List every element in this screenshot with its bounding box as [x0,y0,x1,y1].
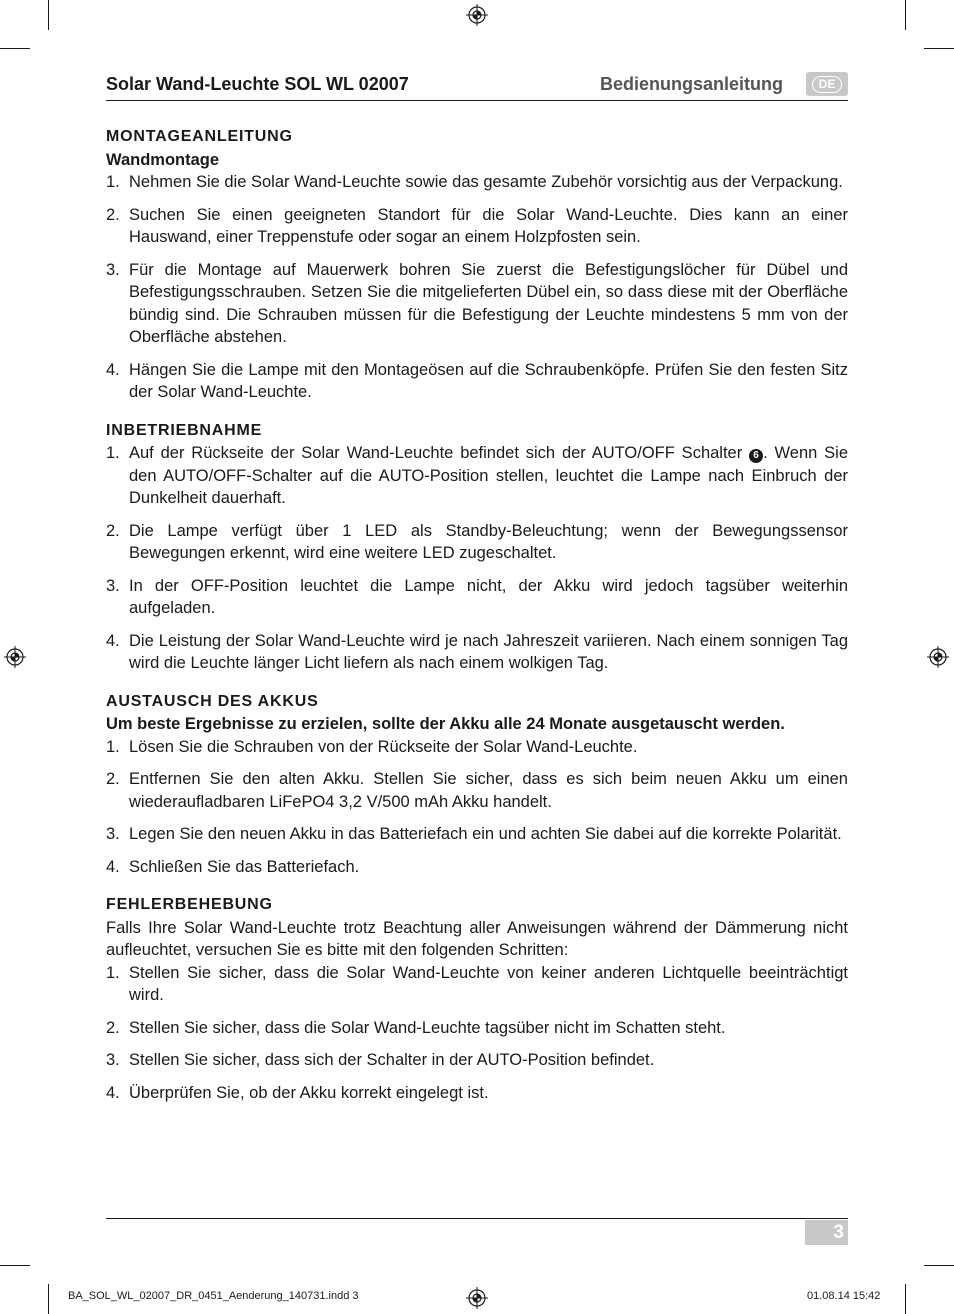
item-number: 2. [106,1018,120,1037]
item-text: Stellen Sie sicher, dass die Solar Wand-Leuchte tagsüber nicht im Schatten steht. [129,1018,726,1037]
item-text: Lösen Sie die Schrauben von der Rückseite der Solar Wand-Leuchte. [129,737,638,756]
section-title: FEHLERBEHEBUNG [106,896,273,913]
item-number: 4. [106,631,120,650]
item-number: 2. [106,521,120,540]
list-item [106,856,848,879]
slug-filename: BA_SOL_WL_02007_DR_0451_Aenderung_140731.indd 3 [68,1290,359,1302]
item-text: Überprüfen Sie, ob der Akku korrekt eingelegt ist. [129,1083,489,1102]
item-number: 3. [106,1051,120,1069]
registration-mark-icon [927,646,949,668]
crop-mark [905,0,906,30]
item-text: In der OFF-Position leuchtet die Lampe nicht, der Akku wird jedoch tagsüber weiterhin aufgeladen. [129,576,848,617]
item-number: 4. [106,360,120,379]
item-text: Auf der Rückseite der Solar Wand-Leuchte befindet sich der AUTO/OFF Schalter [129,444,750,462]
akku-list [106,736,848,879]
crop-mark [0,1265,30,1266]
item-number: 2. [106,205,120,224]
list-item [106,520,848,565]
item-number: 3. [106,260,120,279]
section-subtitle: Wandmontage [106,150,220,169]
list-item [106,171,848,194]
part-number-marker: 6 [749,449,763,463]
crop-mark [48,0,49,30]
item-number: 1. [106,444,120,462]
item-text: Legen Sie den neuen Akku in das Batteriefach ein und achten Sie dabei auf die korrekte Polarität. [129,825,842,843]
list-item [106,442,848,510]
item-number: 1. [106,737,120,756]
crop-mark [0,48,30,49]
page-number: 3 [805,1220,848,1245]
item-text: . Wenn Sie den AUTO/OFF-Schalter auf die AUTO-Position stellen, leuchtet die Lampe nach Einbruch der Dunkelheit dauerhaft. [129,444,848,507]
item-number: 3. [106,576,120,595]
list-item [106,736,848,759]
item-text: Entfernen Sie den alten Akku. Stellen Sie sicher, dass es sich beim neuen Akku um einen wiederaufladbaren LiFePO4 3,2 V/500 mAh Akku handelt. [129,770,848,811]
section-fehlerbehebung [106,894,848,1104]
item-text: Suchen Sie einen geeigneten Standort für die Solar Wand-Leuchte. Dies kann an einer Hauswand, einer Treppenstufe oder sogar an einem Holzpfosten sein. [129,205,848,246]
item-number: 3. [106,825,120,843]
language-label: DE [812,76,843,93]
document-type: Bedienungsanleitung [599,74,783,94]
section-montage [106,126,848,404]
crop-mark [924,1265,954,1266]
item-text: Stellen Sie sicher, dass die Solar Wand-Leuchte von keiner anderen Lichtquelle beeinträchtigt wird. [129,963,848,1004]
document-title: Solar Wand-Leuchte SOL WL 02007 [106,74,409,94]
item-text: Schließen Sie das Batteriefach. [129,857,360,876]
section-intro: Falls Ihre Solar Wand-Leuchte trotz Beachtung aller Anweisungen während der Dämmerung nicht aufleuchtet, versuchen Sie es bitte mit den folgenden Schritten: [106,918,848,959]
language-badge [806,72,848,96]
footer-rule [106,1218,848,1219]
crop-mark [905,1284,906,1314]
list-item [106,1049,848,1072]
slug-timestamp: 01.08.14 15:42 [807,1290,881,1302]
list-item [106,1017,848,1040]
list-item [106,630,848,675]
item-number: 2. [106,770,120,788]
page-content [106,126,848,1120]
item-number: 4. [106,1083,120,1102]
item-text: Nehmen Sie die Solar Wand-Leuchte sowie das gesamte Zubehör vorsichtig aus der Verpackung. [129,173,843,191]
item-number: 1. [106,173,120,191]
list-item [106,1082,848,1105]
list-item [106,575,848,620]
section-inbetriebnahme [106,420,848,675]
item-text: Für die Montage auf Mauerwerk bohren Sie zuerst die Befestigungslöcher für Dübel und Befestigungsschrauben. Setzen Sie die mitgelieferten Dübel ein, so dass diese mit der Oberfläche bündig sind. Die Schrauben müssen für die Befestigung der Leuchte mindestens 5 mm von der Oberfläche abstehen. [129,260,848,346]
list-item [106,359,848,404]
list-item [106,259,848,349]
section-subtitle: Um beste Ergebnisse zu erzielen, sollte der Akku alle 24 Monate ausgetauscht werden. [106,715,785,733]
registration-mark-icon [466,1287,488,1309]
section-title: INBETRIEBNAHME [106,421,263,439]
item-number: 1. [106,963,120,982]
inbetriebnahme-list [106,442,848,675]
list-item [106,204,848,249]
registration-mark-icon [466,4,488,26]
item-text: Die Leistung der Solar Wand-Leuchte wird je nach Jahreszeit variieren. Nach einem sonnigen Tag wird die Leuchte länger Licht liefern als nach einem wolkigen Tag. [129,631,848,672]
item-text: Die Lampe verfügt über 1 LED als Standby-Beleuchtung; wenn der Bewegungssensor Bewegungen erkennt, wird eine weitere LED zugeschaltet. [129,521,848,562]
list-item [106,962,848,1007]
item-number: 4. [106,857,120,876]
registration-mark-icon [4,646,26,668]
crop-mark [48,1284,49,1314]
page-header [106,72,848,101]
section-title: AUSTAUSCH DES AKKUS [106,692,319,710]
list-item [106,823,848,846]
section-title: MONTAGEANLEITUNG [106,128,293,145]
montage-list [106,171,848,404]
crop-mark [924,48,954,49]
item-text: Stellen Sie sicher, dass sich der Schalter in der AUTO-Position befindet. [129,1051,655,1069]
section-akku [106,691,848,879]
fehler-list [106,962,848,1105]
item-text: Hängen Sie die Lampe mit den Montageösen auf die Schraubenköpfe. Prüfen Sie den festen Sitz der Solar Wand-Leuchte. [129,360,848,401]
list-item [106,768,848,813]
